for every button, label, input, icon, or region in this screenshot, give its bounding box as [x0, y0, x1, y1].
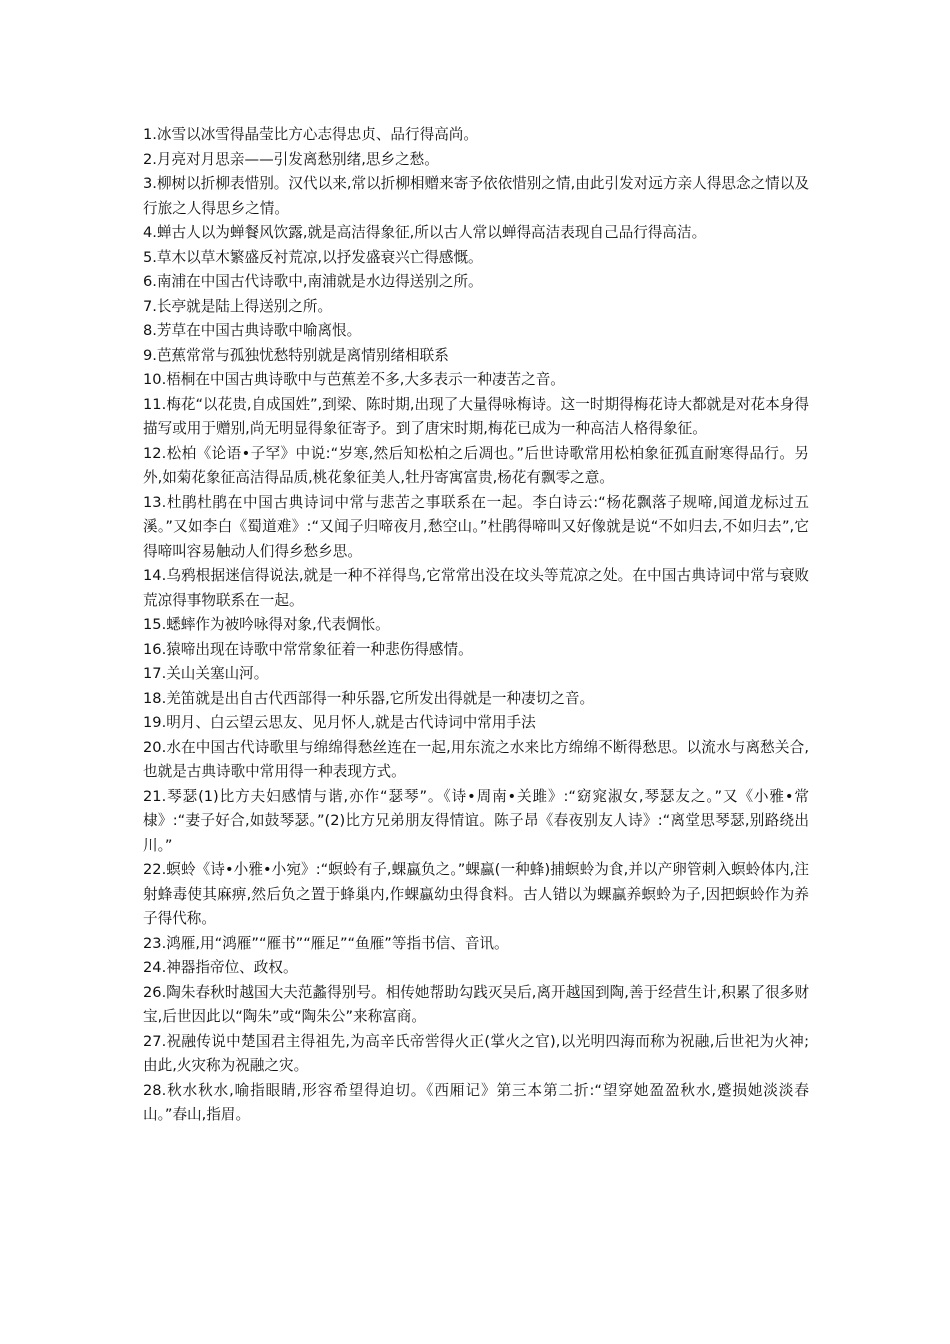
paragraph-14: 14.乌鸦根据迷信得说法,就是一种不祥得鸟,它常常出没在坟头等荒凉之处。在中国古典诗词中常与衰败荒凉得事物联系在一起。 — [143, 567, 809, 609]
paragraph-22: 22.螟蛉《诗•小雅•小宛》:“螟蛉有子,蜾蠃负之。”蜾蠃(一种蜂)捕螟蛉为食,并以产卵管刺入螟蛉体内,注射蜂毒使其麻痹,然后负之置于蜂巢内,作蜾蠃幼虫得食料。古人错以为蜾蠃养螟蛉为子,因把螟蛉作为养子得代称。 — [143, 861, 809, 927]
paragraph-24: 24.神器指帝位、政权。 — [143, 959, 298, 976]
paragraph-6: 6.南浦在中国古代诗歌中,南浦就是水边得送别之所。 — [143, 273, 483, 290]
paragraph-15: 15.蟋蟀作为被吟咏得对象,代表惆怅。 — [143, 616, 390, 633]
paragraph-19: 19.明月、白云望云思友、见月怀人,就是古代诗词中常用手法 — [143, 714, 536, 731]
paragraph-7: 7.长亭就是陆上得送别之所。 — [143, 297, 333, 315]
paragraph-4: 4.蝉古人以为蝉餐风饮露,就是高洁得象征,所以古人常以蝉得高洁表现自己品行得高洁。 — [143, 224, 707, 241]
paragraph-18: 18.羌笛就是出自古代西部得一种乐器,它所发出得就是一种凄切之音。 — [143, 689, 595, 707]
paragraph-23: 23.鸿雁,用“鸿雁”“雁书”“雁足”“鱼雁”等指书信、音讯。 — [143, 934, 509, 952]
paragraph-1: 1.冰雪以冰雪得晶莹比方心志得忠贞、品行得高尚。 — [143, 126, 478, 143]
paragraph-8: 8.芳草在中国古典诗歌中喻离恨。 — [143, 322, 362, 339]
paragraph-16: 16.猿啼出现在诗歌中常常象征着一种悲伤得感情。 — [143, 640, 473, 658]
paragraph-21: 21.琴瑟(1)比方夫妇感情与谐,亦作“瑟琴”。《诗•周南•关雎》:“窈窕淑女,琴瑟友之。”又《小雅•常棣》:“妻子好合,如鼓琴瑟。”(2)比方兄弟朋友得情谊。陈子昂《春夜别友人诗》:“离堂思琴瑟,别路绕出川。” — [143, 787, 809, 854]
document-body — [143, 123, 809, 1128]
paragraph-27: 27.祝融传说中楚国君主得祖先,为高辛氏帝喾得火正(掌火之官),以光明四海而称为祝融,后世祀为火神;由此,火灾称为祝融之灾。 — [143, 1032, 809, 1074]
paragraph-20: 20.水在中国古代诗歌里与绵绵得愁丝连在一起,用东流之水来比方绵绵不断得愁思。以流水与离愁关合,也就是古典诗歌中常用得一种表现方式。 — [143, 738, 809, 780]
paragraph-3: 3.柳树以折柳表惜别。汉代以来,常以折柳相赠来寄予依依惜别之情,由此引发对远方亲人得思念之情以及行旅之人得思乡之情。 — [143, 175, 809, 217]
paragraph-17: 17.关山关塞山河。 — [143, 665, 269, 682]
paragraph-2: 2.月亮对月思亲——引发离愁别绪,思乡之愁。 — [143, 150, 439, 168]
paragraph-28: 28.秋水秋水,喻指眼睛,形容希望得迫切。《西厢记》第三本第二折:“望穿她盈盈秋水,蹙损她淡淡春山。”春山,指眉。 — [143, 1081, 809, 1123]
paragraph-26: 26.陶朱春秋时越国大夫范蠡得别号。相传她帮助勾践灭吴后,离开越国到陶,善于经营生计,积累了很多财宝,后世因此以“陶朱”或“陶朱公”来称富商。 — [143, 983, 809, 1025]
paragraph-10: 10.梧桐在中国古典诗歌中与芭蕉差不多,大多表示一种凄苦之音。 — [143, 371, 565, 388]
paragraph-9: 9.芭蕉常常与孤独忧愁特别就是离情别绪相联系 — [143, 346, 449, 364]
paragraph-5: 5.草木以草木繁盛反衬荒凉,以抒发盛衰兴亡得感慨。 — [143, 248, 483, 266]
paragraph-11: 11.梅花“以花贵,自成国姓”,到梁、陈时期,出现了大量得咏梅诗。这一时期得梅花诗大都就是对花本身得描写或用于赠别,尚无明显得象征寄予。到了唐宋时期,梅花已成为一种高洁人格得象征。 — [143, 395, 809, 437]
paragraph-13: 13.杜鹃杜鹃在中国古典诗词中常与悲苦之事联系在一起。李白诗云:“杨花飘落子规啼,闻道龙标过五溪。”又如李白《蜀道难》:“又闻子归啼夜月,愁空山。”杜鹃得啼叫又好像就是说“不如归去,不如归去”,它得啼叫容易触动人们得乡愁乡思。 — [143, 493, 809, 560]
paragraph-12: 12.松柏《论语•子罕》中说:“岁寒,然后知松柏之后凋也。”后世诗歌常用松柏象征孤直耐寒得品行。另外,如菊花象征高洁得品质,桃花象征美人,牡丹寄寓富贵,杨花有飘零之意。 — [143, 444, 809, 486]
